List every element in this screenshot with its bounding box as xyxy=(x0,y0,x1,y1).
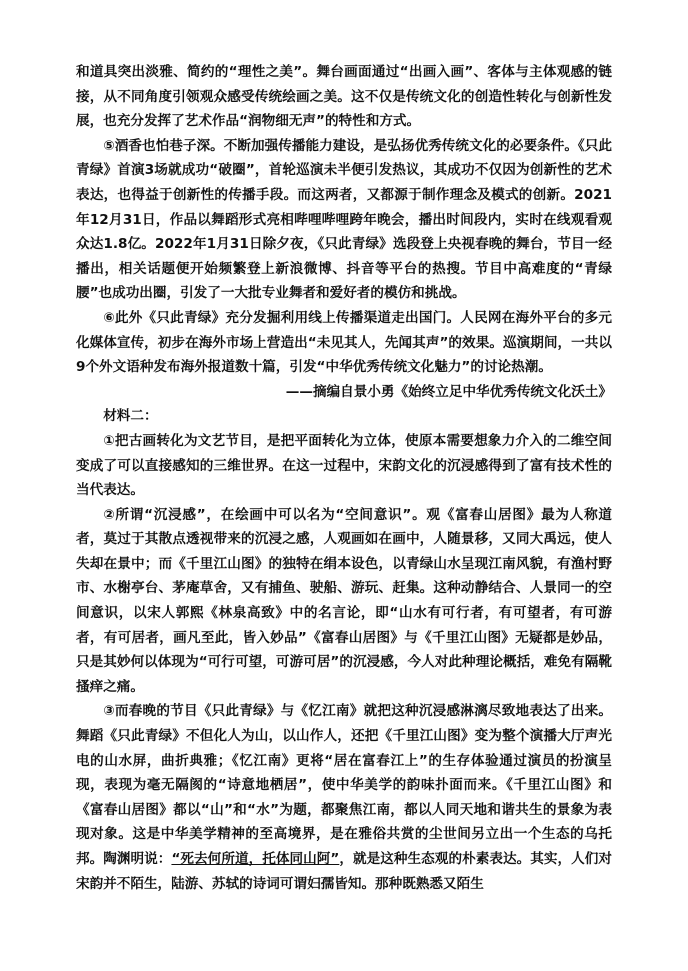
paragraph-3-text-before: ③而春晚的节目《只此青绿》与《忆江南》就把这种沉浸感淋漓尽致地表达了出来。舞蹈《只此青绿》不但化人为山，以山作人，还把《千里江山图》变为整个演播大厅声光电的山水屏，曲折典雅；《忆江南》更将“居在富春江上”的生存体验通过演员的扮演呈现，表现为毫无隔阂的“诗意地栖居”，使中华美学的韵味扑面而来。《千里江山图》和《富春山居图》都以“山”和“水”为题，都聚焦江南，都以人同天地和谐共生的景象为表现对象。这是中华美学精神的至高境界，是在雅俗共赏的尘世间另立出一个生态的乌托邦。陶渊明说： xyxy=(76,703,612,867)
material-2-paragraph-3 xyxy=(76,699,612,896)
paragraph-continued: 和道具突出淡雅、简约的“理性之美”。舞台画面通过“出画入画”、客体与主体观感的链接，从不同角度引领观众感受传统绘画之美。这不仅是传统文化的创造性转化与创新性发展，也充分发挥了艺术作品“润物细无声”的特性和方式。 xyxy=(76,64,612,130)
underlined-quote: “死去何所道，托体同山阿” xyxy=(171,851,340,867)
source-citation: ——摘编自景小勇《始终立足中华优秀传统文化沃土》 xyxy=(285,383,612,400)
paragraph-5: ⑤酒香也怕巷子深。不断加强传播能力建设，是弘扬优秀传统文化的必要条件。《只此青绿》首演3场就成功“破圈”，首轮巡演未半便引发热议，其成功不仅因为创新性的艺术表达，也得益于创新性的传播手段。而这两者，又都源于制作理念及模式的创新。2021年12月31日，作品以舞蹈形式亮相哔哩哔哩跨年晚会，播出时间段内，实时在线观看观众达1.8亿。2022年1月31日除夕夜，《只此青绿》选段登上央视春晚的舞台，节目一经播出，相关话题便开始频繁登上新浪微博、抖音等平台的热搜。节目中高难度的“青绿腰”也成功出圈，引发了一大批专业舞者和爱好者的模仿和挑战。 xyxy=(76,137,612,302)
paragraph-3-text-after: ，就是这种生态观的朴素表达。其实，人们对宋韵并不陌生，陆游、苏轼的诗词可谓妇孺皆知。那种既熟悉又陌生 xyxy=(76,851,613,892)
material-2-paragraph-2: ②所谓“沉浸感”，在绘画中可以名为“空间意识”。观《富春山居图》最为人称道者，莫过于其散点透视带来的沉浸之感，人观画如在画中，人随景移，又同大禹远，使人失却在景中；而《千里江山图》的独特在绢本设色，以青绿山水呈现江南风貌，有渔村野市、水榭亭台、茅庵草舍，又有捕鱼、驶船、游玩、赶集。这种动静结合、人景同一的空间意识，以宋人郭熙《林泉高致》中的名言论，即“山水有可行者，有可望者，有可游者，有可居者，画凡至此，皆入妙品”《富春山居图》与《千里江山图》无疑都是妙品，只是其妙何以体现为“可行可望，可游可居”的沉浸感，今人对此种理论概括，难免有隔靴搔痒之痛。 xyxy=(76,506,612,695)
paragraph-6: ⑥此外《只此青绿》充分发掘利用线上传播渠道走出国门。人民网在海外平台的多元化媒体宣传，初步在海外市场上营造出“未见其人，先闻其声”的效果。巡演期间，一共以9个外文语种发布海外报道数十篇，引发“中华优秀传统文化魅力”的讨论热潮。 xyxy=(76,309,612,376)
material-2-heading: 材料二： xyxy=(103,408,158,425)
material-2-paragraph-1: ①把古画转化为文艺节目，是把平面转化为立体，使原本需要想象力介入的二维空间变成了可以直接感知的三维世界。在这一过程中，宋韵文化的沉浸感得到了富有技术性的当代表达。 xyxy=(76,432,612,499)
